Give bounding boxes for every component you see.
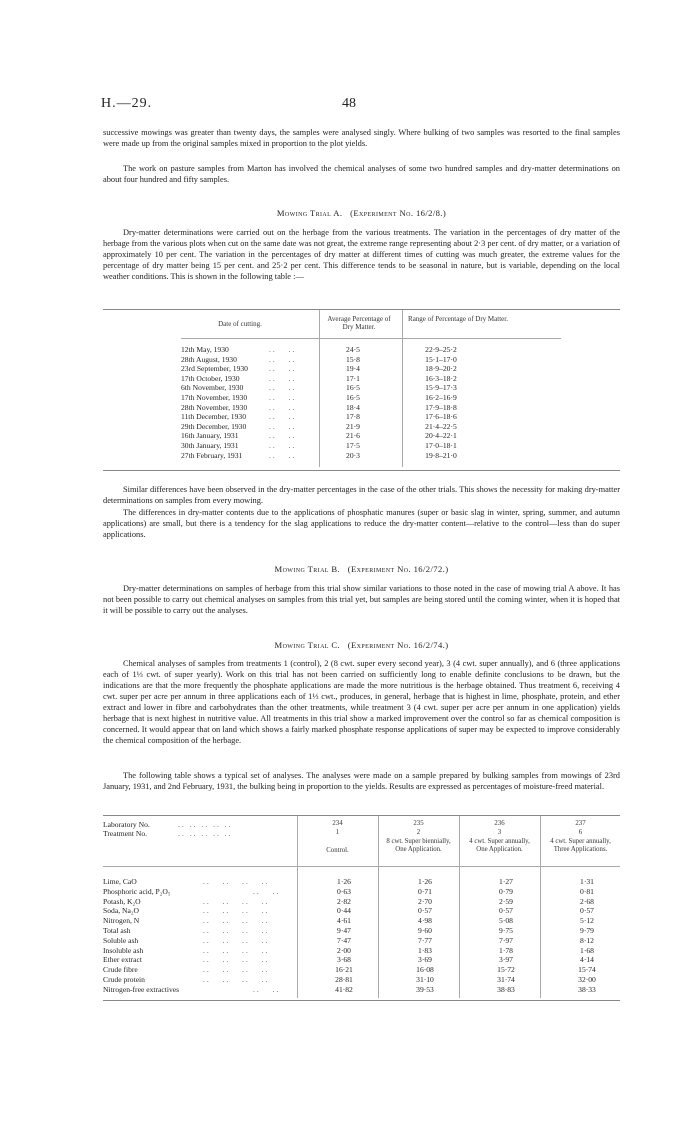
table2-cell-value: 8·12 [580,935,594,945]
paragraph-phosphatic-manures: The differences in dry-matter contents due to the applications of phosphatic manures (super or basic slag in winter, spring, summer, and autumn applications) are small, but there is a tendency for the slag applications to reduce the dry-matter content—relative to the control—less than do super applications. [103,508,620,539]
table2-row [103,877,623,887]
table2-cell-constituent: Lime, CaO [103,877,137,886]
table2-leader-dots: .. .. .. .. [203,896,270,906]
table2-cell-constituent: Nitrogen, N [103,916,140,926]
table2-leader-dots: .. .. .. .. [203,926,270,935]
table2-cell-value: 7·97 [499,935,513,945]
table2-label-lab-text: Laboratory No. [103,820,150,829]
table1-leader-dots: .. .. [269,441,297,450]
table2-col-lab: 234 [332,820,343,827]
table2-cell-value: 5·12 [580,916,594,926]
table1-cell-range: 21·4–22·5 [425,421,457,431]
table1-row [181,383,561,393]
table2-leader-dots: .. .. .. .. [203,955,270,965]
table2-header-rule [103,866,620,867]
table2-cell-constituent: Potash, K₂O [103,896,141,906]
table2-cell-value: 16·21 [335,965,353,975]
table2-cell-value: 0·57 [418,906,432,916]
table1-row [181,441,561,451]
table2-cell-constituent: Soluble ash [103,935,139,945]
paragraph-bulking: successive mowings was greater than twenty days, the samples were analysed singly. Where bulking of two samples was resorted to the final samples were made up from the original samples mixed in proportion to the plot yields. [103,128,620,148]
table2-leader-dots: .. .. .. .. [203,935,270,945]
paragraph-trial-c: Chemical analyses of samples from treatments 1 (control), 2 (8 cwt. super every second year), 3 (4 cwt. super annually), and 6 (three applications each of 1⅓ cwt. of super yearly). Work on this trial has not been carried on sufficiently long to enable definite conclusions to be drawn, but the indications are that the more frequently the phosphate applications are made the more nutritious is the herbage obtained. Thus treatment 6, receiving 4 cwt. super per acre per annum in three applications each of 1⅓ cwt., produces, in general, herbage that is highest in lime, phosphate, protein, and ether extract and lower in fibre and carbohydrates than the other treatments, while treatment 3 (4 cwt. super per acre per annum in one application) yields herbage that is next highest in nutritive value. All treatments in this trial show a marked improvement over the control so far as chemical composition is concerned. It would appear that on land which shows a fairly marked phosphate response applications of super may be expected to improve considerably the chemical composition of the herbage. [103,659,620,745]
table1-cell-range: 16·3–18·2 [425,373,457,383]
table1-leader-dots: .. .. [269,431,297,441]
table2-col-lab: 237 [575,820,586,827]
table2-cell-value: 2·59 [499,896,513,906]
table2-cell-value: 41·82 [335,984,353,994]
table2-col-desc: 8 cwt. Super biennially, One Application. [386,838,451,853]
table1-row [181,393,561,403]
table1-cell-date: 17th November, 1930 [181,393,248,402]
heading-trial-c-title: Mowing Trial C. [274,640,341,650]
table1-leader-dots: .. .. [269,373,297,383]
paragraph-trial-b: Dry-matter determinations on samples of herbage from this trial show similar variations to those noted in the case of mowing trial A above. It has not been possible to carry out chemical analyses on samples from this trial yet, but samples are being stored until the coming winter, when it is hoped that it will be possible to carry out the analyses. [103,584,620,615]
table2-label-treat [103,829,147,838]
table2-cell-value: 1·31 [580,877,594,886]
table2-cell-constituent: Crude fibre [103,965,138,975]
table2-cell-value: 0·63 [337,886,351,896]
table1-row [181,345,561,355]
table1-cell-date: 30th January, 1931 [181,441,239,450]
table2-bottom-rule [103,1000,620,1001]
table1-cell-avg: 16·5 [346,393,360,402]
table1-cell-date: 29th December, 1930 [181,421,247,431]
table2-label-lab [103,820,150,829]
table2-cell-value: 3·97 [499,955,513,965]
table2-cell-value: 1·26 [418,877,432,886]
table2-col-desc: 4 cwt. Super annually, Three Applications. [550,838,611,853]
table1-cell-range: 17·6–18·6 [425,412,457,422]
table2-cell-value: 38·33 [578,984,596,994]
table1-cell-range: 18·9–20·2 [425,364,457,374]
heading-trial-b-exp: (Experiment No. 16/2/72.) [347,564,449,574]
table1-cell-avg: 16·5 [346,383,360,393]
table2-cell-value: 2·82 [337,896,351,906]
table2-leader-dots: .. .. .. .. [203,975,270,984]
table1-leader-dots: .. .. [269,450,297,460]
table1-cell-avg: 15·8 [346,354,360,364]
table1-cell-date: 17th October, 1930 [181,373,240,383]
table2-cell-value: 2·00 [337,945,351,955]
table2-label-treat-text: Treatment No. [103,829,148,838]
table2-cell-value: 1·68 [580,945,594,955]
table2-leader-dots: .. .. [253,984,281,994]
table1-cell-range: 22·9–25·2 [425,345,457,354]
table1-cell-avg: 17·8 [346,412,360,422]
table1-leader-dots: .. .. [269,383,297,393]
report-code: H.—29. [101,96,153,111]
table2-cell-value: 28·81 [335,975,353,984]
table2-col-lab: 235 [413,820,424,827]
table1-col-date: Date of cutting. [218,320,262,328]
table2-leader-dots: .. .. .. .. [203,906,270,916]
table2-cell-value: 0·79 [499,886,513,896]
table1-leader-dots: .. .. [269,412,297,422]
table1-cell-date: 27th February, 1931 [181,450,243,460]
table1-cell-range: 17·9–18·8 [425,402,457,412]
table2-cell-value: 0·57 [580,906,594,916]
table1-leader-dots: .. .. [269,421,297,431]
table2-row [103,887,623,897]
table2-col-desc: 4 cwt. Super annually, One Application. [469,838,530,853]
table2-cell-value: 31·10 [416,975,434,984]
table2-cell-value: 16·08 [416,965,434,975]
table2-leader-dots: .. .. .. .. [203,965,270,975]
table1-row [181,374,561,384]
table2-cell-value: 1·78 [499,945,513,955]
page-number: 48 [342,96,356,111]
table2-col-lab: 236 [494,820,505,827]
table2-cell-value: 2·70 [418,896,432,906]
table2-cell-constituent: Insoluble ash [103,945,144,955]
table2-cell-value: 3·69 [418,955,432,965]
heading-trial-b [103,564,620,574]
table2-cell-value: 1·27 [499,877,513,886]
table1-cell-range: 17·0–18·1 [425,441,457,450]
table2-cell-constituent: Phosphoric acid, P₂O₅ [103,886,171,896]
table2-row [103,897,623,907]
table1-cell-date: 28th November, 1930 [181,402,248,412]
table1-bottom-rule [103,470,620,471]
table2-cell-constituent: Total ash [103,926,131,935]
table2-cell-value: 32·00 [578,975,596,984]
table1-row [181,431,561,441]
table2-row [103,946,623,956]
heading-trial-c-exp: (Experiment No. 16/2/74.) [347,640,449,650]
table1-leader-dots: .. .. [269,345,297,354]
paragraph-dry-matter: Dry-matter determinations were carried out on the herbage from the various treatments. The variation in the percentages of dry matter of the herbage from the various plots when cut on the same date was not great, the extreme range representing about 2·3 per cent. of dry matter, or a variation of approximately 10 per cent. The variation in the percentages of dry matter at different times of cutting was much greater, the extreme values for the percentage of dry matter being 15 per cent. and 25·2 per cent. This difference tends to be seasonal in nature, but is variable, depending on the local weather conditions. This is shown in the following table :— [103,228,620,281]
table2-cell-value: 4·14 [580,955,594,965]
table2-label-dots: .. .. .. .. .. .. .. .. .. .. [178,820,233,838]
table2-cell-value: 4·61 [337,916,351,926]
table1-leader-dots: .. .. [269,354,297,364]
table2-cell-constituent: Soda, Na₂O [103,906,139,916]
table2-row [103,985,623,995]
table2-top-rule [103,815,620,816]
table2-row [103,955,623,965]
table2-cell-value: 2·68 [580,896,594,906]
table2-cell-value: 7·47 [337,935,351,945]
table1-row [181,364,561,374]
table1-row [181,403,561,413]
heading-trial-a-exp: (Experiment No. 16/2/8.) [350,208,447,218]
table1-cell-date: 12th May, 1930 [181,345,229,354]
table1-top-rule [103,309,620,310]
table2-row [103,936,623,946]
table2-cell-value: 31·74 [497,975,515,984]
table2-col-treat: 3 [497,829,502,836]
table1-header-rule [181,338,561,339]
table2-cell-value: 5·08 [499,916,513,926]
table2-col-desc: Control. [326,847,349,854]
heading-trial-c [103,640,620,650]
table2-row [103,916,623,926]
table1-cell-avg: 17·5 [346,441,360,450]
table1-col-range: Range of Percentage of Dry Matter. [408,315,508,323]
table2-row [103,926,623,936]
table2-cell-constituent: Crude protein [103,975,145,984]
table2-row [103,975,623,985]
table1-cell-range: 15·9–17·3 [425,383,457,393]
table1-cell-date: 11th December, 1930 [181,412,246,422]
table2-leader-dots: .. .. .. .. [203,916,270,926]
table2-cell-value: 9·47 [337,926,351,935]
table2-cell-value: 15·72 [497,965,515,975]
table2-row [103,965,623,975]
table1-cell-avg: 17·1 [346,373,360,383]
table1-cell-date: 28th August, 1930 [181,354,237,364]
table1-cell-date: 23rd September, 1930 [181,364,248,374]
table2-cell-value: 7·77 [418,935,432,945]
table2-cell-value: 1·26 [337,877,351,886]
table2-cell-value: 39·53 [416,984,434,994]
table2-cell-value: 9·60 [418,926,432,935]
table1-cell-range: 15·1–17·0 [425,354,457,364]
table2-cell-value: 1·83 [418,945,432,955]
paragraph-marton-work: The work on pasture samples from Marton has involved the chemical analyses of some two hundred samples and dry-matter determinations on about four hundred and fifty samples. [103,164,620,184]
table2-cell-value: 0·44 [337,906,351,916]
table1-row [181,412,561,422]
table1-col-avg: Average Percentage of Dry Matter. [327,315,391,331]
table1-leader-dots: .. .. [269,402,297,412]
table2-leader-dots: .. .. .. .. [203,945,270,955]
table1-cell-avg: 24·5 [346,345,360,354]
paragraph-typical-analyses: The following table shows a typical set of analyses. The analyses were made on a sample prepared by bulking samples from mowings of 23rd January, 1931, and 2nd February, 1931, the bulking being in proportion to the yields. Results are expressed as percentages of moisture-freed material. [103,771,620,791]
table2-cell-value: 15·74 [578,965,596,975]
table2-row [103,906,623,916]
table2-col-treat: 1 [335,829,340,836]
table2-cell-value: 0·81 [580,886,594,896]
table2-cell-constituent: Nitrogen-free extractives [103,984,180,994]
table1-cell-avg: 18·4 [346,402,360,412]
table1-cell-date: 6th November, 1930 [181,383,244,393]
table1-cell-avg: 21·9 [346,421,360,431]
table2-cell-value: 4·98 [418,916,432,926]
table2-cell-value: 0·57 [499,906,513,916]
table2-cell-value: 3·68 [337,955,351,965]
table1-row [181,422,561,432]
heading-trial-b-title: Mowing Trial B. [274,564,341,574]
paragraph-similar-differences: Similar differences have been observed in the dry-matter percentages in the case of the other trials. This shows the necessity for making dry-matter determinations on samples from every mowing. [103,485,620,505]
table2-leader-dots: .. .. [253,886,281,896]
table1-cell-avg: 20·3 [346,450,360,460]
table2-cell-value: 0·71 [418,886,432,896]
table1-cell-avg: 21·6 [346,431,360,441]
table2-cell-value: 9·79 [580,926,594,935]
table1-leader-dots: .. .. [269,393,297,402]
table1-cell-range: 19·8–21·0 [425,450,457,460]
table1-cell-range: 20·4–22·1 [425,431,457,441]
heading-trial-a-title: Mowing Trial A. [276,208,343,218]
table2-cell-value: 38·83 [497,984,515,994]
heading-trial-a [103,208,620,218]
table1-cell-avg: 19·4 [346,364,360,374]
table1-row [181,451,561,461]
table1-row [181,355,561,365]
table1-cell-range: 16·2–16·9 [425,393,457,402]
table2-col-treat: 6 [578,829,583,836]
table2-leader-dots: .. .. .. .. [203,877,270,886]
table2-col-treat: 2 [416,829,421,836]
table1-leader-dots: .. .. [269,364,297,374]
table1-cell-date: 16th January, 1931 [181,431,239,441]
table2-cell-constituent: Ether extract [103,955,142,965]
table2-cell-value: 9·75 [499,926,513,935]
